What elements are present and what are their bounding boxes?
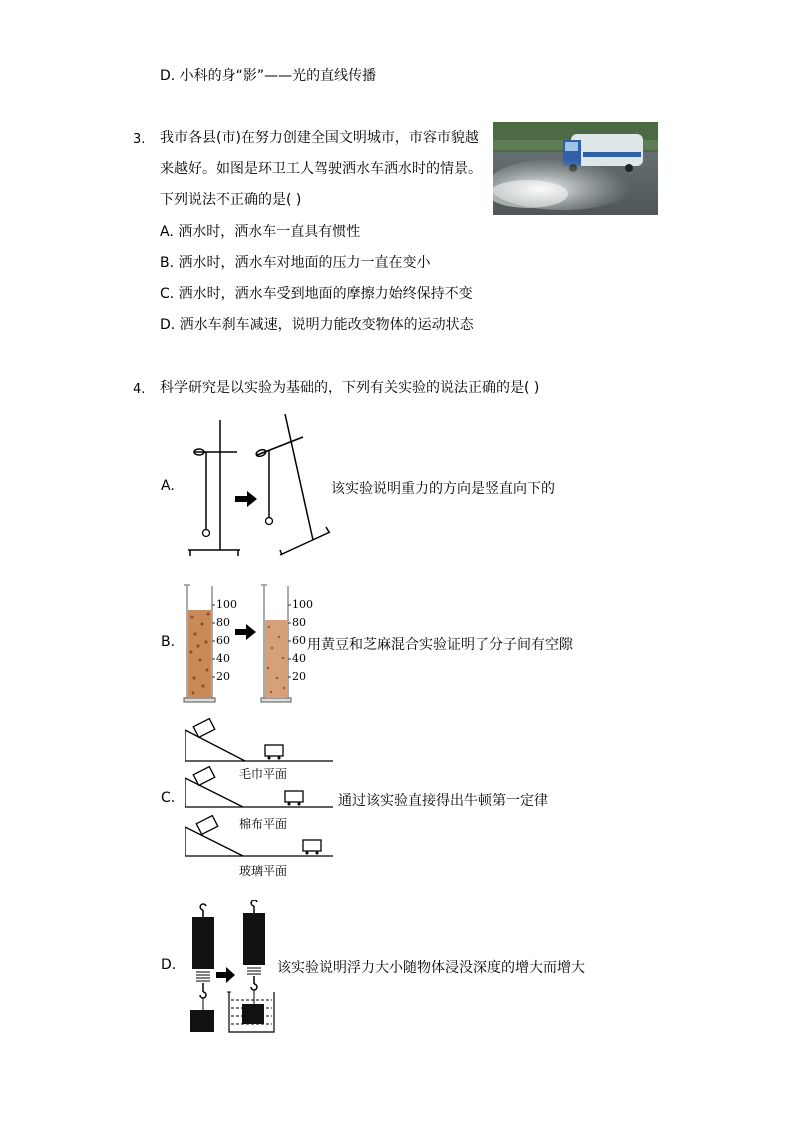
option-a-label: A. [161, 478, 175, 494]
surface-label-cotton: 棉布平面 [239, 817, 288, 831]
question-3-number: 3. [133, 132, 146, 147]
cylinder-tick-label: 40 [292, 652, 306, 665]
option-b-label: B. [161, 634, 176, 650]
cylinder-tick-label: 20 [216, 670, 230, 683]
prev-option-d: D. 小科的身“影”——光的直线传播 [160, 68, 377, 84]
option-c-text: 通过该实验直接得出牛顿第一定律 [338, 793, 548, 809]
question-3-stem-line-3: 下列说法不正确的是( ) [160, 192, 302, 208]
option-c-label: C. [161, 790, 176, 806]
cylinder-tick-label: 80 [292, 616, 306, 629]
question-3-option-d: D. 洒水车刹车减速，说明力能改变物体的运动状态 [160, 317, 474, 333]
cylinder-tick-label: 60 [216, 634, 230, 647]
cylinder-tick-label: 100 [216, 598, 237, 611]
spring-scale-buoyancy-diagram [184, 900, 276, 1035]
question-3-option-c: C. 洒水时，洒水车受到地面的摩擦力始终保持不变 [160, 286, 473, 302]
sprinkler-truck-photo [493, 122, 658, 215]
option-a-text: 该实验说明重力的方向是竖直向下的 [331, 481, 555, 497]
cylinder-tick-label: 20 [292, 670, 306, 683]
surface-label-towel: 毛巾平面 [239, 767, 288, 781]
question-4-number: 4. [133, 382, 146, 397]
cylinder-tick-label: 60 [292, 634, 306, 647]
question-3-option-b: B. 洒水时，洒水车对地面的压力一直在变小 [160, 255, 431, 271]
cylinder-tick-label: 40 [216, 652, 230, 665]
question-4-stem: 科学研究是以实验为基础的，下列有关实验的说法正确的是( ) [160, 380, 540, 396]
surface-label-glass: 玻璃平面 [239, 864, 288, 878]
cylinder-tick-label: 100 [292, 598, 313, 611]
pendulum-stand-diagram [185, 412, 335, 558]
graduated-cylinders-diagram [180, 582, 306, 704]
question-3-stem-line-1: 我市各县(市)在努力创建全国文明城市，市容市貌越 [160, 130, 479, 146]
question-3-option-a: A. 洒水时，洒水车一直具有惯性 [160, 224, 361, 240]
cylinder-tick-label: 80 [216, 616, 230, 629]
option-d-text: 该实验说明浮力大小随物体浸没深度的增大而增大 [277, 960, 585, 976]
question-3-stem-line-2: 来越好。如图是环卫工人驾驶洒水车洒水时的情景。 [160, 161, 482, 177]
option-b-text: 用黄豆和芝麻混合实验证明了分子间有空隙 [307, 637, 573, 653]
option-d-label: D. [161, 957, 177, 973]
inclined-plane-diagram [185, 715, 335, 865]
